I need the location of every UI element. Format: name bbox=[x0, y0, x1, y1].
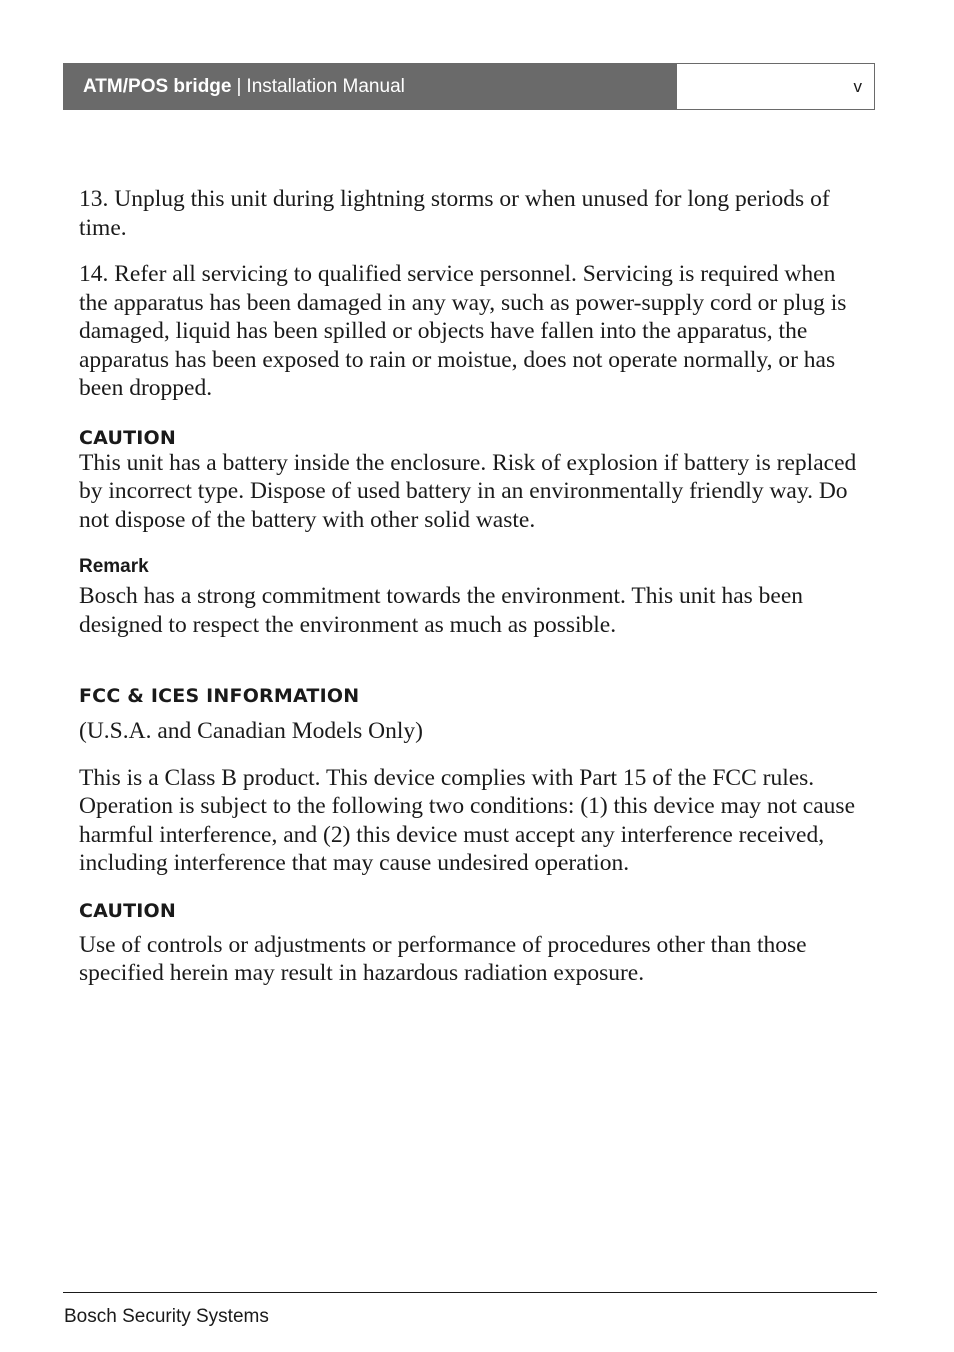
page-number: v bbox=[853, 76, 862, 96]
caution-heading-battery: CAUTION bbox=[79, 426, 176, 449]
safety-item-14: 14. Refer all servicing to qualified service personnel. Servicing is required when the apparatus has been damaged in any way, such as power-supply cord or plug is damaged, liquid has been spilled or objects have fallen into the apparatus, the apparatus has been exposed to rain or moistue, does not operate normally, or has been dropped. bbox=[79, 261, 847, 401]
caution-heading-radiation: CAUTION bbox=[79, 899, 176, 922]
header-title-box bbox=[63, 63, 677, 110]
page-header bbox=[63, 63, 875, 110]
manual-title: Installation Manual bbox=[246, 75, 405, 97]
fcc-scope: (U.S.A. and Canadian Models Only) bbox=[79, 718, 423, 744]
page-number-box bbox=[677, 63, 875, 110]
safety-item-13: 13. Unplug this unit during lightning storms or when unused for long periods of time. bbox=[79, 186, 830, 241]
remark-heading: Remark bbox=[79, 556, 149, 577]
fcc-text: This is a Class B product. This device complies with Part 15 of the FCC rules. Operation is subject to the following two conditions: (1) this device may not cause harmful interference, and (2) this device must accept any interference received, including interference that may cause undesired operation. bbox=[79, 764, 855, 876]
page-content bbox=[79, 185, 869, 988]
footer-company: Bosch Security Systems bbox=[64, 1306, 269, 1327]
remark-text: Bosch has a strong commitment towards the environment. This unit has been designed to respect the environment as much as possible. bbox=[79, 583, 804, 638]
caution-text-battery: This unit has a battery inside the enclosure. Risk of explosion if battery is replaced by incorrect type. Dispose of used battery in an environmentally friendly way. Do not dispose of the battery with other solid waste. bbox=[79, 449, 857, 533]
product-name: ATM/POS bridge bbox=[83, 75, 232, 97]
fcc-heading: FCC & ICES INFORMATION bbox=[79, 685, 360, 707]
header-separator: | bbox=[236, 75, 242, 97]
footer-divider bbox=[63, 1292, 877, 1293]
caution-text-radiation: Use of controls or adjustments or performance of procedures other than those specified herein may result in hazardous radiation exposure. bbox=[79, 931, 807, 986]
